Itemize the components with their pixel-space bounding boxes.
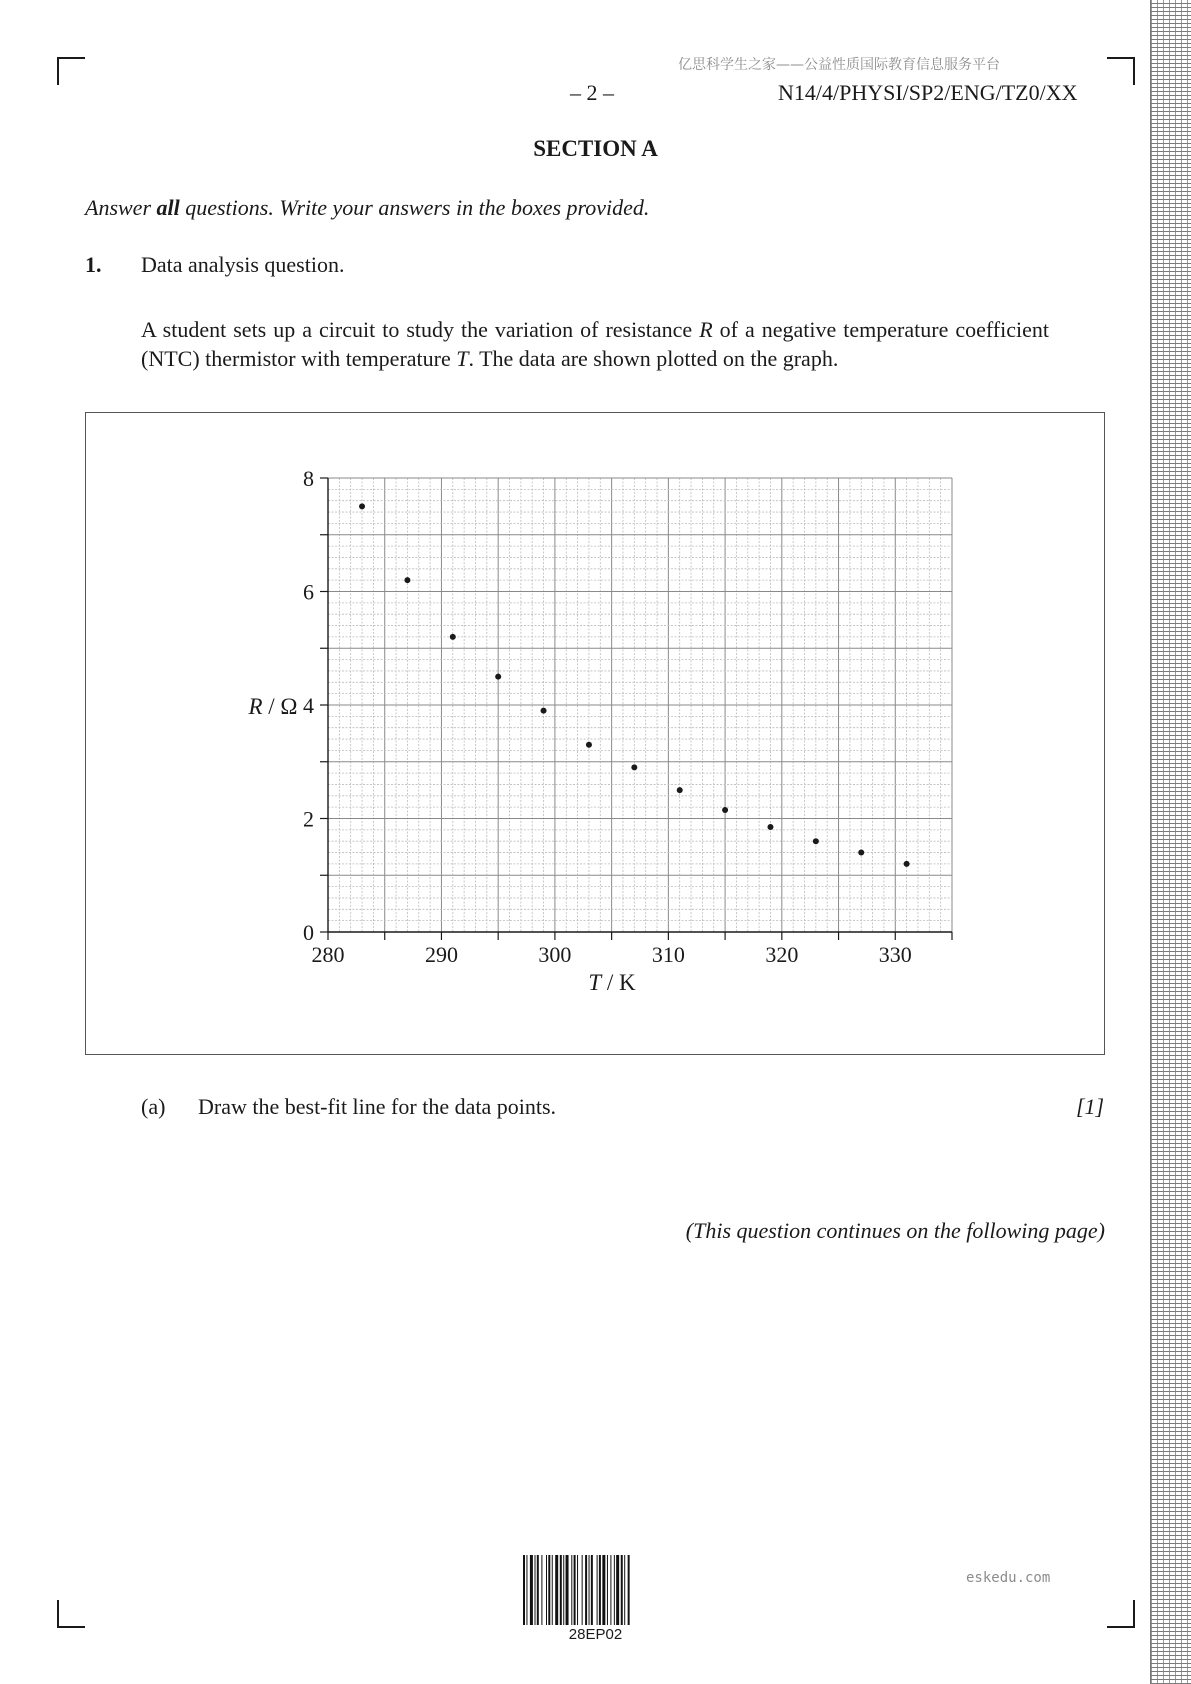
barcode-bar [548,1555,550,1625]
sub-question-a-marks: [1] [1076,1094,1105,1119]
x-axis-unit: / K [601,970,636,995]
barcode-bar [537,1555,539,1625]
header-watermark: 亿思科学生之家——公益性质国际教育信息服务平台 [678,57,1000,73]
barcode-bar [552,1555,553,1625]
x-tick-label: 300 [538,942,572,967]
barcode-bar [610,1555,611,1625]
x-tick-label: 320 [765,942,799,967]
barcode-bar [535,1555,536,1625]
question-description [141,315,1049,373]
barcode-bar [582,1555,583,1625]
barcode-bar [577,1555,578,1625]
barcode-bar [585,1555,587,1625]
y-axis-unit: / Ω [262,694,298,719]
continuation-note: (This question continues on the following page) [685,1218,1105,1243]
barcode-bar [616,1555,619,1625]
section-title: SECTION A [533,136,658,161]
barcode-bar [563,1555,564,1625]
y-tick-label: 2 [303,806,314,832]
data-point [404,577,410,583]
data-point [904,861,910,867]
barcode-text: 28EP02 [568,1626,623,1643]
data-point [495,674,501,680]
instructions-before: Answer [85,195,157,220]
crop-mark-bottom-right [1107,1600,1135,1628]
barcode-bar [523,1555,525,1625]
graph-box [85,412,1105,1055]
x-axis-var: T [588,970,602,995]
barcode-bar [541,1555,542,1625]
data-point [858,850,864,856]
data-point [541,708,547,714]
barcode-bar [602,1555,605,1625]
crop-mark-bottom-left [57,1600,85,1628]
y-axis-label [247,694,297,719]
barcode-bar [597,1555,598,1625]
y-tick-label: 6 [303,579,314,605]
chart-grid [328,478,952,932]
data-point [813,838,819,844]
barcode-bar [591,1555,593,1625]
barcode-bar [589,1555,590,1625]
barcode [523,1555,668,1625]
data-point [586,742,592,748]
resistance-temperature-chart [86,413,1104,1054]
barcode-bar [555,1555,558,1625]
barcode-bar [621,1555,623,1625]
barcode-bar [526,1555,527,1625]
y-tick-label: 0 [303,920,314,945]
x-tick-label: 310 [651,942,685,967]
crop-mark-top-right [1107,57,1135,85]
barcode-bar [574,1555,576,1625]
question-number: 1. [85,252,102,277]
desc-part-1: A student sets up a circuit to study the variation of resistance [141,317,700,342]
sub-question-a-text: Draw the best-fit line for the data points. [198,1094,557,1119]
page-number: – 2 – [570,80,614,105]
data-point [359,503,365,509]
y-axis-var: R [248,694,263,719]
instructions-after: questions. Write your answers in the boxes provided. [179,195,650,220]
sub-question-a-label: (a) [141,1094,166,1119]
footer-watermark: eskedu.com [966,1570,1051,1586]
data-point [722,807,728,813]
x-tick-label: 290 [424,942,458,967]
data-point [767,824,773,830]
question-label: Data analysis question. [141,252,345,277]
desc-var-r: R [699,317,713,342]
y-tick-label: 4 [303,693,314,718]
barcode-bar [546,1555,547,1625]
x-tick-label: 280 [311,942,345,967]
barcode-bar [530,1555,533,1625]
x-axis-label [588,970,636,995]
desc-part-2: of a negative temperature coefficient (NTC) thermistor with temperature [141,317,1049,371]
desc-var-t: T [456,346,469,371]
data-point [631,764,637,770]
barcode-bar [571,1555,572,1625]
barcode-bar [628,1555,630,1625]
instructions [85,195,649,221]
barcode-bar [607,1555,608,1625]
y-tick-label: 8 [303,466,314,491]
data-point [450,634,456,640]
barcode-bar [566,1555,569,1625]
data-point [677,787,683,793]
page-edge-strip [1150,0,1191,1684]
instructions-emphasis: all [156,195,180,220]
barcode-bar [560,1555,562,1625]
desc-part-3: . The data are shown plotted on the graph. [468,346,839,371]
barcode-bar [614,1555,615,1625]
crop-mark-top-left [57,57,85,85]
barcode-bar [599,1555,601,1625]
exam-code: N14/4/PHYSI/SP2/ENG/TZ0/XX [778,80,1078,105]
x-tick-label: 330 [878,942,912,967]
barcode-bar [624,1555,625,1625]
